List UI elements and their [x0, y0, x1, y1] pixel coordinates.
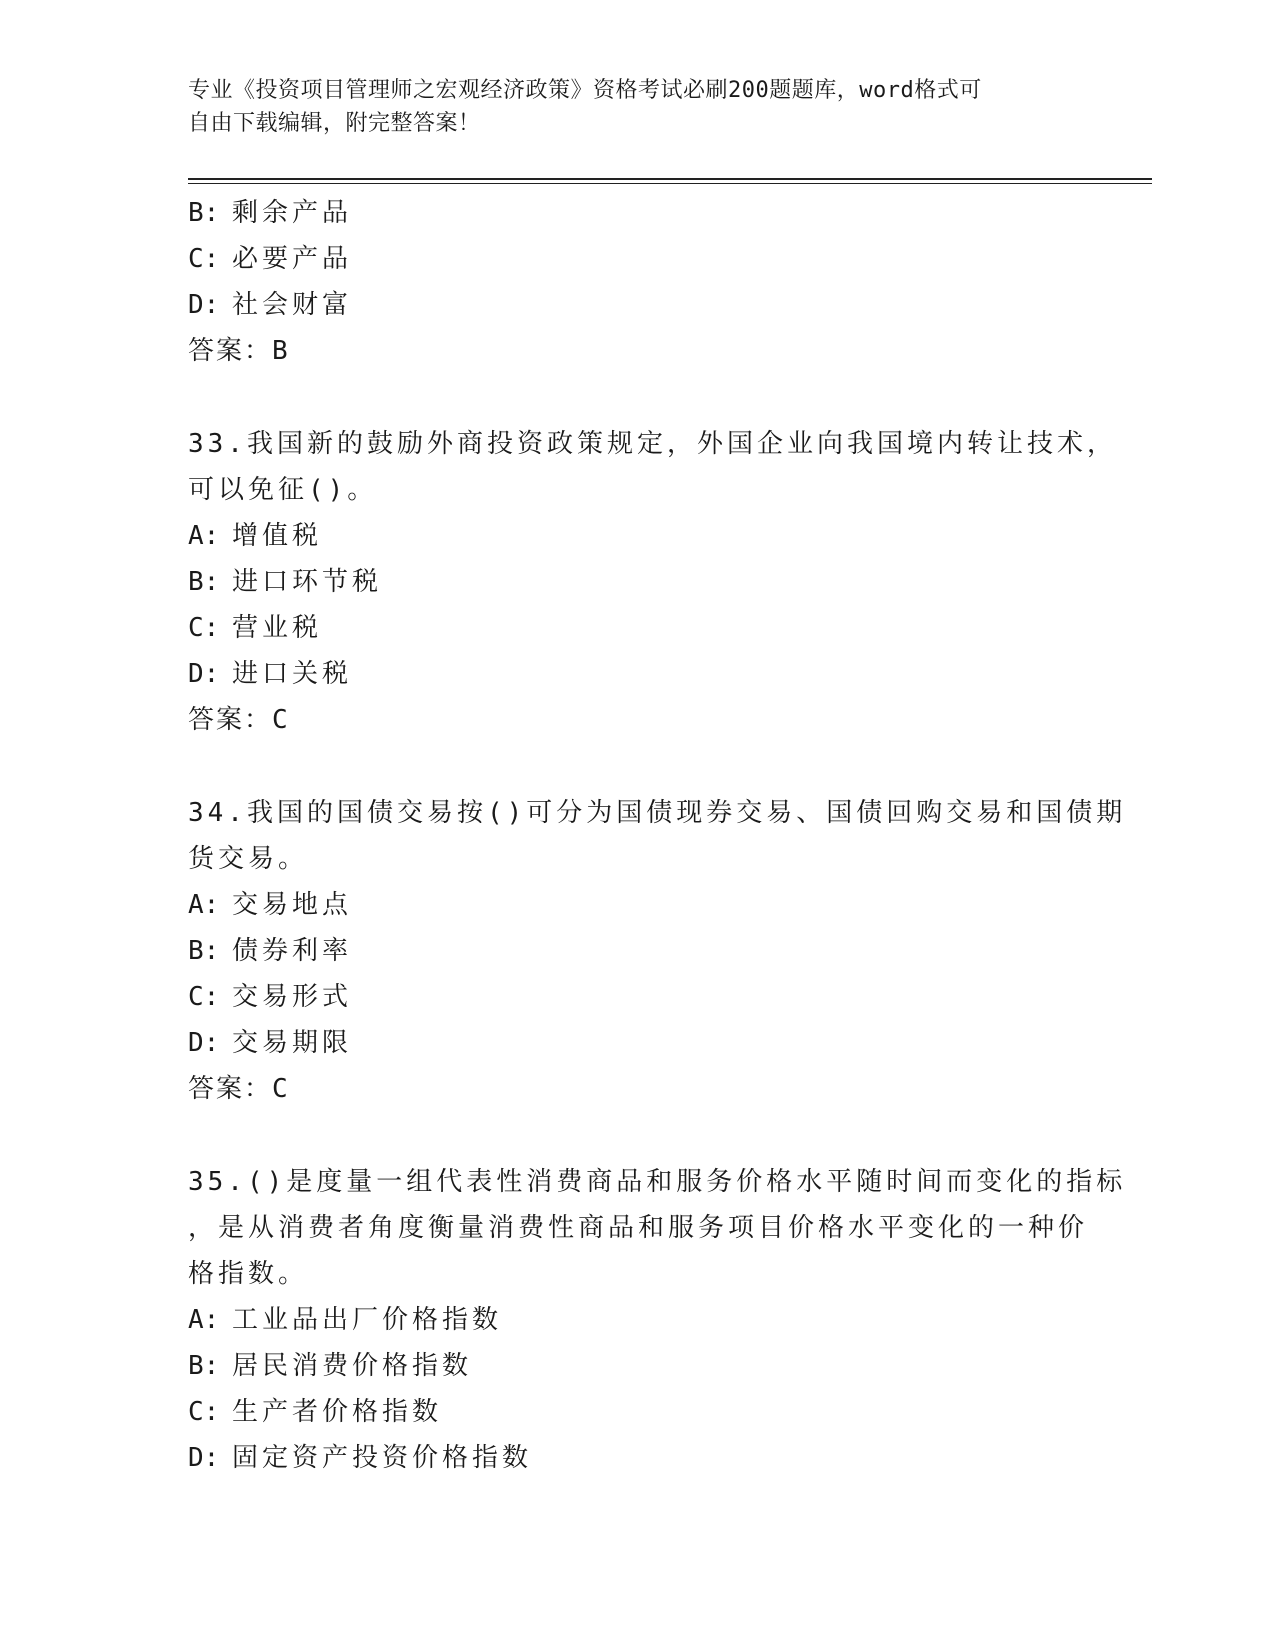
- option-key: C:: [188, 1397, 220, 1427]
- option-text: 债券利率: [232, 936, 353, 966]
- question-32-continued: [188, 190, 1088, 374]
- spacer: [188, 1112, 1088, 1159]
- option-key: D:: [188, 659, 220, 689]
- option-text: 居民消费价格指数: [232, 1351, 473, 1381]
- option-text: 社会财富: [232, 290, 353, 320]
- option-d: [188, 651, 1088, 697]
- option-d: [188, 1435, 1088, 1481]
- option-c: [188, 236, 1088, 282]
- answer-line: 答案：C: [188, 705, 290, 735]
- answer-line: 答案：C: [188, 1074, 290, 1104]
- question-stem-line: 货交易。: [188, 844, 309, 874]
- option-key: B:: [188, 1351, 220, 1381]
- option-key: D:: [188, 290, 220, 320]
- option-c: [188, 1389, 1088, 1435]
- option-a: [188, 513, 1088, 559]
- question-stem-line: 格指数。: [188, 1259, 309, 1289]
- question-34: [188, 790, 1127, 1112]
- option-a: [188, 1297, 1088, 1343]
- option-key: A:: [188, 521, 220, 551]
- option-text: 增值税: [232, 521, 323, 551]
- option-d: [188, 282, 1088, 328]
- answer-line: 答案：B: [188, 336, 290, 366]
- header-rule-thick: [188, 178, 1152, 180]
- option-text: 固定资产投资价格指数: [232, 1443, 533, 1473]
- question-stem-line: 33.我国新的鼓励外商投资政策规定，外国企业向我国境内转让技术，: [188, 429, 1117, 459]
- option-text: 进口环节税: [232, 567, 383, 597]
- option-text: 进口关税: [232, 659, 353, 689]
- spacer: [188, 743, 1088, 790]
- document-header: [188, 74, 1088, 140]
- option-c: [188, 605, 1088, 651]
- option-text: 生产者价格指数: [232, 1397, 443, 1427]
- question-stem-line: ，是从消费者角度衡量消费性商品和服务项目价格水平变化的一种价: [188, 1213, 1089, 1243]
- option-text: 交易地点: [232, 890, 353, 920]
- option-text: 交易期限: [232, 1028, 353, 1058]
- header-line-2: 自由下载编辑，附完整答案！: [188, 111, 481, 136]
- option-d: [188, 1020, 1088, 1066]
- option-b: [188, 1343, 1088, 1389]
- question-stem-line: 35.()是度量一组代表性消费商品和服务价格水平随时间而变化的指标: [188, 1167, 1127, 1197]
- option-key: C:: [188, 982, 220, 1012]
- option-key: D:: [188, 1028, 220, 1058]
- option-text: 营业税: [232, 613, 323, 643]
- question-stem-line: 34.我国的国债交易按()可分为国债现券交易、国债回购交易和国债期: [188, 798, 1127, 828]
- option-c: [188, 974, 1088, 1020]
- question-33: [188, 421, 1117, 743]
- option-b: [188, 559, 1088, 605]
- question-stem-line: 可以免征()。: [188, 475, 378, 505]
- option-b: [188, 928, 1088, 974]
- option-key: B:: [188, 567, 220, 597]
- option-b: [188, 190, 1088, 236]
- option-key: B:: [188, 198, 220, 228]
- spacer: [188, 374, 1088, 421]
- question-35: [188, 1159, 1127, 1481]
- option-text: 工业品出厂价格指数: [232, 1305, 503, 1335]
- option-key: C:: [188, 244, 220, 274]
- option-text: 必要产品: [232, 244, 353, 274]
- option-key: A:: [188, 1305, 220, 1335]
- header-line-1: 专业《投资项目管理师之宏观经济政策》资格考试必刷200题题库，word格式可: [188, 78, 982, 103]
- question-list: [188, 190, 1127, 1481]
- option-a: [188, 882, 1088, 928]
- option-text: 剩余产品: [232, 198, 353, 228]
- option-key: A:: [188, 890, 220, 920]
- option-key: C:: [188, 613, 220, 643]
- option-key: B:: [188, 936, 220, 966]
- header-rule-thin: [188, 183, 1152, 184]
- option-text: 交易形式: [232, 982, 353, 1012]
- option-key: D:: [188, 1443, 220, 1473]
